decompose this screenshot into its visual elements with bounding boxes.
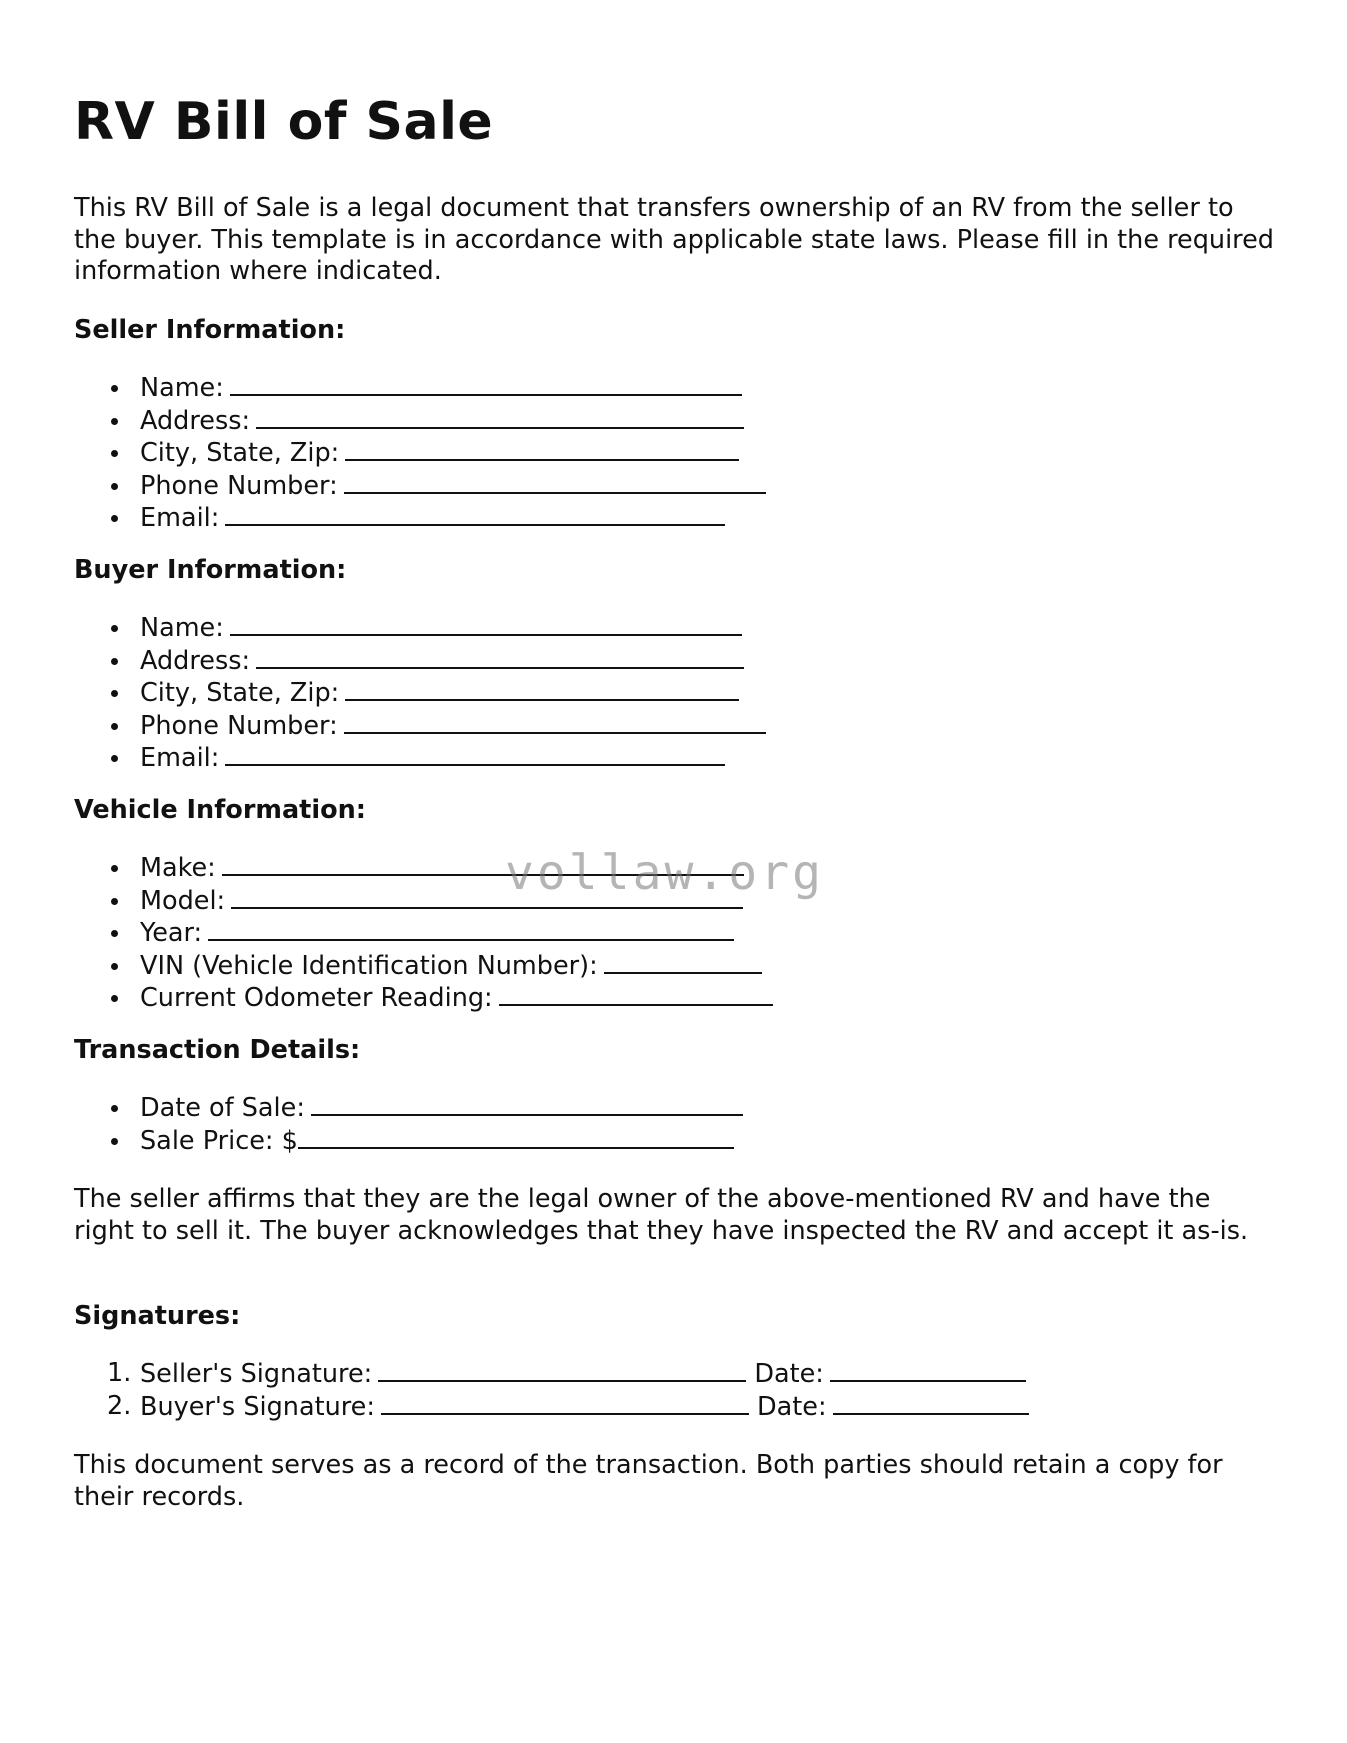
- sale-date-field: Date of Sale:: [74, 1092, 743, 1125]
- fill-in-line[interactable]: [604, 950, 762, 974]
- fill-in-line[interactable]: [256, 405, 744, 429]
- fill-in-line[interactable]: [230, 612, 742, 636]
- buyer-fields: [74, 612, 766, 775]
- seller-phone-field: Phone Number:: [74, 470, 766, 503]
- intro-paragraph: This RV Bill of Sale is a legal document that transfers ownership of an RV from the seller to the buyer. This template is in accordance with applicable state laws. Please fill in the required information where indicated.: [74, 193, 1274, 286]
- signature-list: [74, 1358, 1029, 1423]
- signature-fill-in[interactable]: [381, 1391, 749, 1415]
- vehicle-vin-field: VIN (Vehicle Identification Number):: [74, 950, 773, 983]
- buyer-address-field: Address:: [74, 645, 766, 678]
- fill-in-line[interactable]: [345, 437, 739, 461]
- fill-in-line[interactable]: [499, 982, 773, 1006]
- vehicle-make-field: Make:: [74, 852, 773, 885]
- fill-in-line[interactable]: [345, 677, 739, 701]
- affirmation-paragraph: The seller affirms that they are the legal owner of the above-mentioned RV and have the right to sell it. The buyer acknowledges that they have inspected the RV and accept it as-is.: [74, 1184, 1249, 1246]
- fill-in-line[interactable]: [344, 470, 766, 494]
- date-fill-in[interactable]: [833, 1391, 1029, 1415]
- vehicle-fields: [74, 852, 773, 1015]
- seller-heading: Seller Information:: [74, 315, 346, 345]
- vehicle-odometer-field: Current Odometer Reading:: [74, 982, 773, 1015]
- closing-paragraph: This document serves as a record of the transaction. Both parties should retain a copy for their records.: [74, 1450, 1223, 1512]
- seller-city-state-zip-field: City, State, Zip:: [74, 437, 766, 470]
- buyer-city-state-zip-field: City, State, Zip:: [74, 677, 766, 710]
- buyer-signature-line: 2. Buyer's Signature: Date:: [74, 1391, 1029, 1424]
- seller-name-field: Name:: [74, 372, 766, 405]
- buyer-phone-field: Phone Number:: [74, 710, 766, 743]
- signatures-heading: Signatures:: [74, 1301, 241, 1331]
- buyer-email-field: Email:: [74, 742, 766, 775]
- fill-in-line[interactable]: [256, 645, 744, 669]
- vehicle-heading: Vehicle Information:: [74, 795, 366, 825]
- sale-price-field: Sale Price: $: [74, 1125, 743, 1158]
- seller-fields: [74, 372, 766, 535]
- fill-in-line[interactable]: [298, 1125, 734, 1149]
- fill-in-line[interactable]: [225, 742, 725, 766]
- fill-in-line[interactable]: [344, 710, 766, 734]
- date-fill-in[interactable]: [830, 1358, 1026, 1382]
- seller-address-field: Address:: [74, 405, 766, 438]
- watermark: vollaw.org: [505, 845, 824, 901]
- transaction-heading: Transaction Details:: [74, 1035, 361, 1065]
- fill-in-line[interactable]: [231, 885, 743, 909]
- vehicle-model-field: Model:: [74, 885, 773, 918]
- buyer-heading: Buyer Information:: [74, 555, 347, 585]
- buyer-name-field: Name:: [74, 612, 766, 645]
- fill-in-line[interactable]: [230, 372, 742, 396]
- signature-fill-in[interactable]: [378, 1358, 746, 1382]
- seller-signature-line: 1. Seller's Signature: Date:: [74, 1358, 1029, 1391]
- fill-in-line[interactable]: [222, 852, 744, 876]
- fill-in-line[interactable]: [311, 1092, 743, 1116]
- seller-email-field: Email:: [74, 502, 766, 535]
- vehicle-year-field: Year:: [74, 917, 773, 950]
- transaction-fields: [74, 1092, 743, 1157]
- document-title: RV Bill of Sale: [74, 92, 494, 152]
- fill-in-line[interactable]: [225, 502, 725, 526]
- fill-in-line[interactable]: [208, 917, 734, 941]
